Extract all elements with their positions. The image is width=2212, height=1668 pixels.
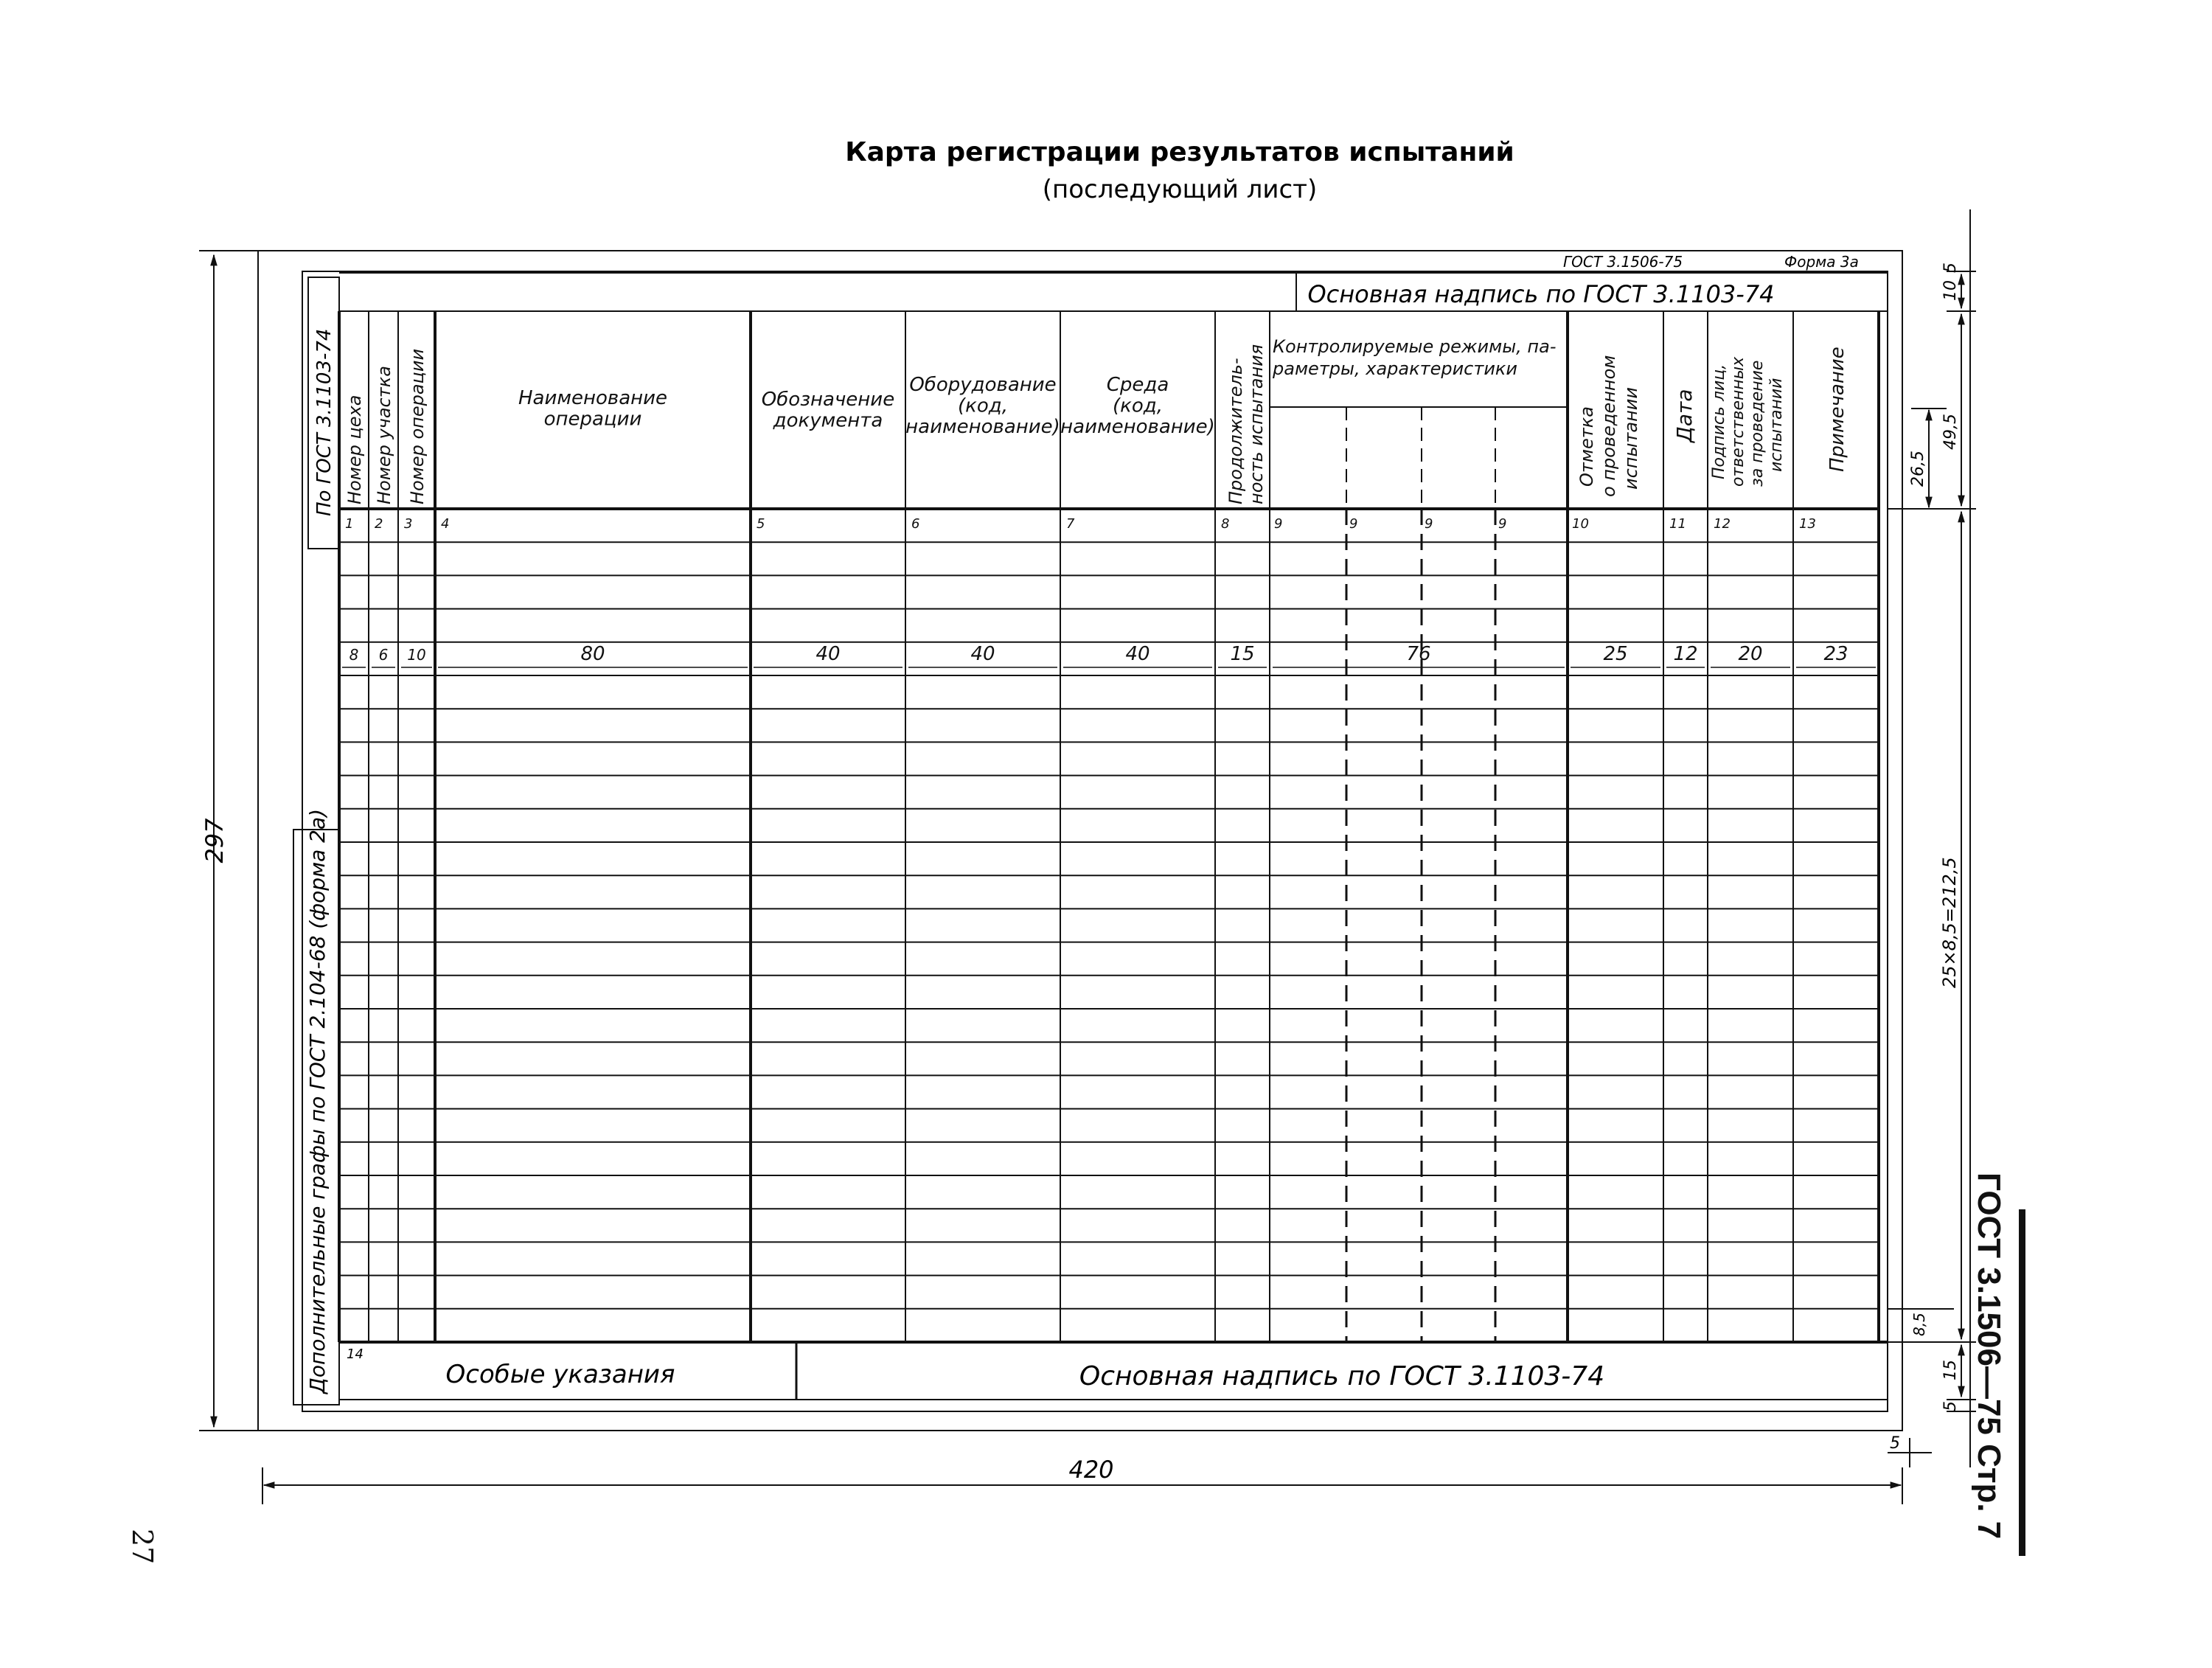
height-dimension [199, 251, 258, 1431]
column-number: 12 [1714, 516, 1731, 532]
width-dimension-label: 420 [1068, 1456, 1114, 1484]
dim-header-49: 49,5 [1941, 414, 1960, 450]
dim-right-margin: 5 [1890, 1434, 1900, 1453]
column-header: Номер операции [407, 348, 428, 504]
column-header: операции [543, 408, 642, 431]
bottom-strip [339, 1342, 1888, 1400]
results-table [339, 311, 1879, 1342]
bottom-inscription-text: Основная надпись по ГОСТ 3.1103-74 [1079, 1361, 1605, 1391]
column-header: Контролируемые режимы, па- [1273, 336, 1557, 357]
column-header: ответственных [1729, 356, 1747, 487]
column-number: 3 [404, 516, 413, 532]
dim-header-26: 26,5 [1909, 451, 1927, 487]
column-header: Подпись лиц, [1710, 364, 1728, 479]
special-notes-label: Особые указания [445, 1360, 675, 1389]
column-width-label: 80 [580, 643, 605, 665]
column-number: 10 [1572, 516, 1589, 532]
column-width-label: 76 [1406, 643, 1431, 665]
column-header: наименование) [1060, 416, 1215, 439]
column-width-label: 40 [815, 643, 841, 665]
column-number: 8 [1221, 516, 1230, 532]
dim-top-inscription: 10 [1941, 280, 1960, 301]
column-header: Номер цеха [344, 395, 365, 504]
column-header: испытании [1621, 386, 1641, 490]
column-header: ность испытания [1246, 344, 1267, 504]
dim-rows-total: 25×8,5=212,5 [1939, 857, 1960, 988]
height-dimension-label: 297 [201, 818, 229, 863]
column-width-label: 6 [378, 646, 389, 664]
column-header: Отметка [1576, 406, 1597, 487]
dim-top-margin: 5 [1941, 263, 1960, 273]
column-number: 13 [1799, 516, 1816, 532]
side-standard-code: ГОСТ 3.1506—75 Стр. 7 [1971, 1172, 2007, 1540]
column-width-label: 40 [1125, 643, 1150, 665]
column-header: наименование) [905, 416, 1060, 439]
document-subtitle: (последующий лист) [1042, 175, 1318, 204]
top-inscription-text: Основная надпись по ГОСТ 3.1103-74 [1307, 280, 1775, 308]
form-label: Форма 3а [1784, 253, 1859, 271]
column-number: 9 [1425, 516, 1433, 532]
column-header: Среда [1106, 374, 1169, 396]
column-width-label: 20 [1738, 643, 1763, 665]
width-dimension [262, 1456, 1902, 1504]
column-header: Примечание [1826, 347, 1848, 472]
column-header: (код, [958, 395, 1008, 417]
column-header: Оборудование [909, 374, 1057, 396]
column-number: 7 [1066, 516, 1075, 532]
page-number: 27 [126, 1529, 159, 1565]
dim-bottom-margin: 5 [1941, 1401, 1960, 1411]
column-number: 6 [911, 516, 920, 532]
column-width-label: 40 [970, 643, 995, 665]
column-number: 4 [441, 516, 450, 532]
left-margin-label: По ГОСТ 3.1103-74 [313, 328, 335, 516]
column-header: (код, [1113, 395, 1163, 417]
column-header: Наименование [518, 387, 668, 409]
column-header: о проведенном [1599, 355, 1619, 497]
dim-bottom-inscription: 15 [1941, 1360, 1960, 1380]
column-header: испытаний [1767, 378, 1786, 472]
form-reference: ГОСТ 3.1506-75 [1563, 253, 1683, 271]
column-header: документа [773, 409, 883, 432]
column-header: раметры, характеристики [1273, 358, 1518, 379]
column-number: 1 [345, 516, 354, 532]
additional-columns-label: Дополнительные графы по ГОСТ 2.104-68 (форма 2а) [305, 808, 330, 1394]
column-width-label: 12 [1673, 643, 1698, 665]
column-number: 9 [1498, 516, 1507, 532]
column-header: Обозначение [761, 389, 895, 411]
special-notes-number: 14 [347, 1346, 364, 1362]
column-number: 9 [1349, 516, 1358, 532]
dim-row-height: 8,5 [1910, 1313, 1928, 1336]
column-header: Номер участка [374, 366, 394, 504]
column-width-label: 10 [407, 646, 426, 664]
column-width-label: 23 [1823, 643, 1848, 665]
column-width-label: 8 [349, 646, 359, 664]
column-header: Дата [1672, 389, 1697, 442]
document-title: Карта регистрации результатов испытаний [845, 137, 1514, 167]
column-number: 5 [757, 516, 765, 532]
side-standard-rule [2019, 1209, 2025, 1556]
column-header: за проведение [1748, 360, 1767, 487]
column-width-label: 15 [1230, 643, 1255, 665]
column-header: Продолжитель- [1225, 358, 1246, 504]
column-width-label: 25 [1603, 643, 1628, 665]
column-number: 2 [375, 516, 383, 532]
column-number: 9 [1274, 516, 1283, 532]
column-number: 11 [1669, 516, 1686, 532]
